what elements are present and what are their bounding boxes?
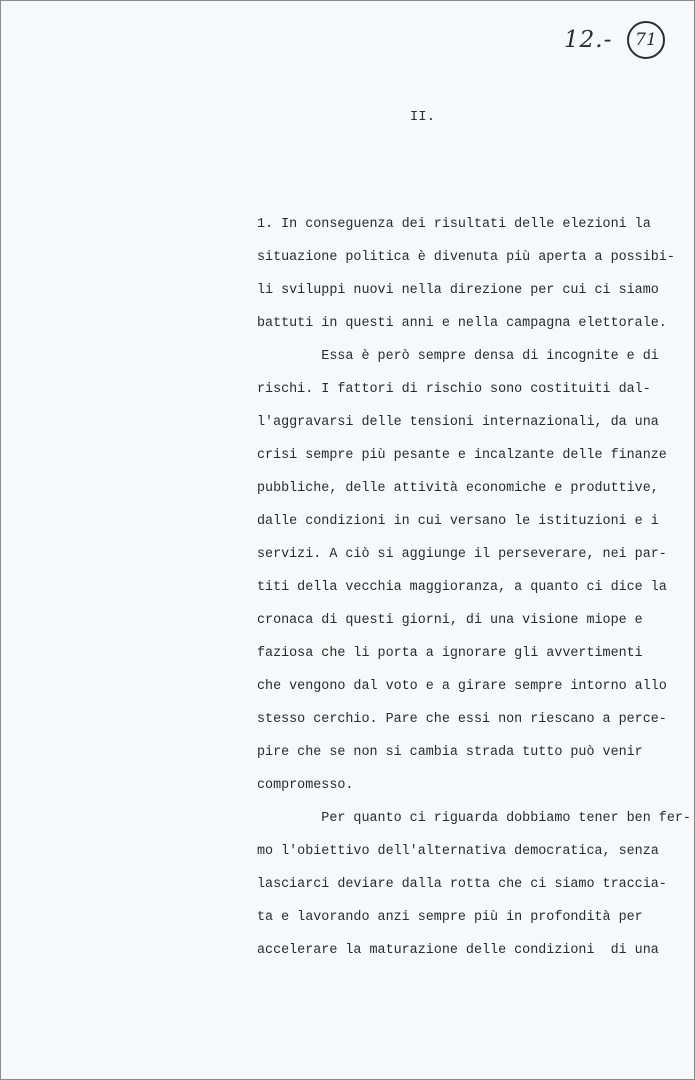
text-line: Per quanto ci riguarda dobbiamo tener ben fer- — [257, 811, 691, 826]
text-line: ta e lavorando anzi sempre più in profondità per — [257, 910, 643, 925]
text-line: accelerare la maturazione delle condizioni di una — [257, 943, 659, 958]
text-line: mo l'obiettivo dell'alternativa democratica, senza — [257, 844, 659, 859]
section-title: II. — [409, 109, 436, 125]
text-line: l'aggravarsi delle tensioni internazionali, da una — [257, 415, 659, 430]
text-line: faziosa che li porta a ignorare gli avvertimenti — [257, 646, 643, 661]
text-line: pubbliche, delle attività economiche e produttive, — [257, 481, 659, 496]
text-line: Essa è però sempre densa di incognite e di — [257, 349, 659, 364]
body-text — [257, 208, 691, 967]
text-line: dalle condizioni in cui versano le istituzioni e i — [257, 514, 659, 529]
text-line: situazione politica è divenuta più aperta a possibi- — [257, 250, 675, 265]
handwritten-page-number: 12.- — [564, 27, 613, 53]
text-line: titi della vecchia maggioranza, a quanto ci dice la — [257, 580, 667, 595]
text-line: lasciarci deviare dalla rotta che ci siamo traccia- — [257, 877, 667, 892]
circled-page-number: 71 — [627, 21, 665, 59]
text-line: servizi. A ciò si aggiunge il perseverare, nei par- — [257, 547, 667, 562]
text-line: che vengono dal voto e a girare sempre intorno allo — [257, 679, 667, 694]
text-line: stesso cerchio. Pare che essi non riescano a perce- — [257, 712, 667, 727]
text-line: cronaca di questi giorni, di una visione miope e — [257, 613, 643, 628]
text-line: compromesso. — [257, 778, 354, 793]
text-line: li sviluppi nuovi nella direzione per cui ci siamo — [257, 283, 659, 298]
text-line: crisi sempre più pesante e incalzante delle finanze — [257, 448, 667, 463]
text-line: 1. In conseguenza dei risultati delle elezioni la — [257, 217, 651, 232]
text-line: rischi. I fattori di rischio sono costituiti dal- — [257, 382, 651, 397]
text-line: battuti in questi anni e nella campagna elettorale. — [257, 316, 667, 331]
text-line: pire che se non si cambia strada tutto può venir — [257, 745, 643, 760]
